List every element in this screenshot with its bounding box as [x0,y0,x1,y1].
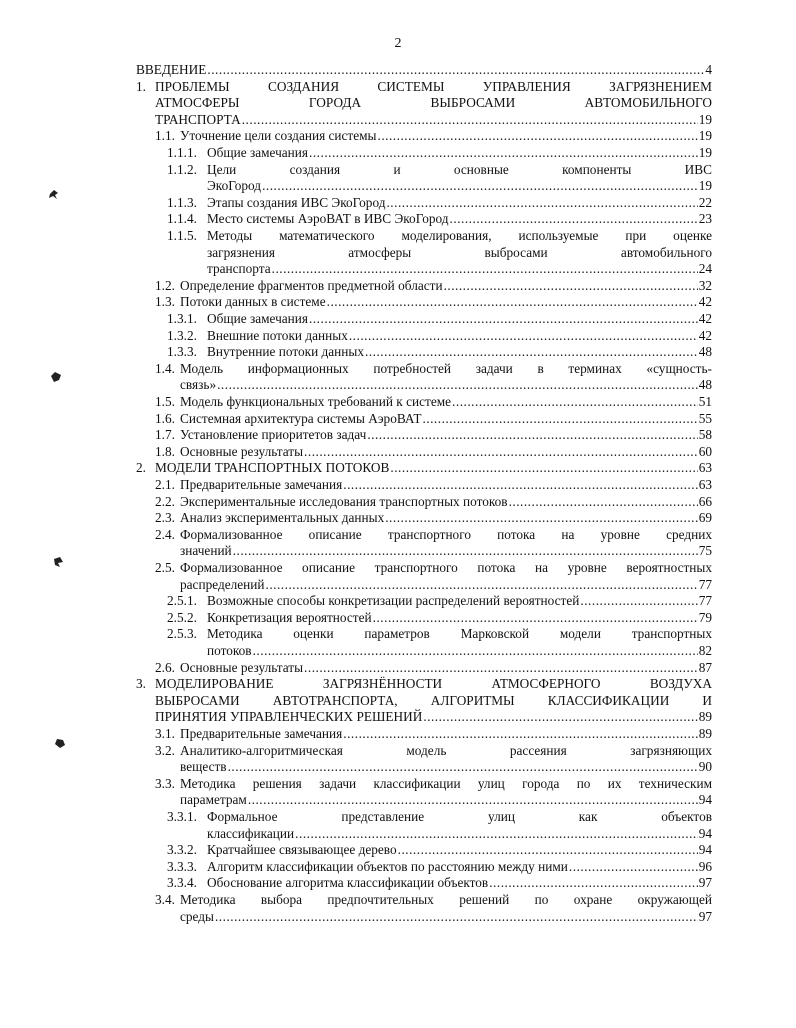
toc-entry-title: Методика выбора предпочтительных решений по охране окружающей [180,892,712,907]
toc-entry [167,311,712,328]
toc-entry [155,411,712,428]
toc-entry-page: 19 [698,128,712,144]
toc-entry-page: 94 [698,825,712,841]
toc-entry-title: Алгоритм классификации объектов по расстоянию между ними [207,858,568,874]
toc-entry-title: транспорта [207,261,271,277]
toc-entry-page: 87 [698,659,712,675]
dot-leader [349,328,698,345]
toc-entry-title: Методика решения задачи классификации улиц города по их техническим [180,775,712,791]
toc-entry-page: 97 [698,875,712,891]
toc-entry-number: 3.4. [155,892,175,907]
toc-entry-page: 77 [698,593,712,609]
toc-entry-number: 3.1. [155,726,175,741]
toc-entry [167,626,712,659]
toc-entry-title: Внешние потоки данных [207,327,348,343]
dot-leader [327,294,698,311]
toc-entry [167,610,712,627]
toc-entry-title: АТМОСФЕРЫ ГОРОДА ВЫБРОСАМИ АВТОМОБИЛЬНОГО [155,95,712,111]
scan-blot-icon [50,371,62,383]
toc-entry-title: Конкретизация вероятностей [207,609,372,625]
toc-entry-page: 82 [698,642,712,658]
toc-entry [155,427,712,444]
dot-leader [242,112,698,129]
dot-leader [228,759,698,776]
toc-entry-number: 1.1.1. [167,145,197,160]
toc-entry [136,79,712,129]
toc-entry-page: 4 [705,62,712,77]
toc-entry-page: 42 [698,311,712,326]
toc-entry-page: 63 [698,460,712,476]
toc-entry-title: Системная архитектура системы АэроВАТ [180,410,422,426]
toc-entry [167,875,712,892]
toc-entry [155,776,712,809]
toc-entry-title: потоков [207,642,252,658]
toc-entry-title: ТРАНСПОРТА [155,111,241,127]
dot-leader [378,128,698,145]
toc-entry-title: Цели создания и основные компоненты ИВС [207,161,712,177]
dot-leader [217,377,698,394]
toc-entry-page: 48 [698,344,712,360]
toc-entry-page: 96 [698,858,712,874]
toc-entry-number: 2.4. [155,526,175,542]
dot-leader [295,826,698,843]
dot-leader [309,145,698,162]
toc-entry [155,527,712,560]
toc-entry-number: 3.2. [155,742,175,758]
toc-entry-title: Внутренние потоки данных [207,344,364,360]
toc-entry-number: 1.4. [155,360,175,376]
toc-entry [155,444,712,461]
toc-entry-page: 42 [698,327,712,343]
dot-leader [304,444,698,461]
dot-leader [569,859,698,876]
toc-entry-title: ПРИНЯТИЯ УПРАВЛЕНЧЕСКИХ РЕШЕНИЙ [155,709,423,725]
toc-entry-number: 3.3. [155,775,175,791]
toc-entry-title: Экспериментальные исследования транспортных потоков [180,493,508,509]
dot-leader [452,394,698,411]
toc-entry-page: 48 [698,377,712,393]
dot-leader [233,543,698,560]
dot-leader [489,875,697,892]
toc-entry-title: Основные результаты [180,659,304,675]
toc-entry-title: Анализ экспериментальных данных [180,510,385,526]
dot-leader [253,643,698,660]
toc-entry-page: 22 [698,194,712,210]
dot-leader [272,261,698,278]
toc-entry-title: Методы математического моделирования, используемые при оценке [207,228,712,243]
toc-entry-title: ВВЕДЕНИЕ [136,62,207,77]
toc-entry [155,361,712,394]
toc-entry-number: 3.3.2. [167,842,197,858]
toc-entry-title: Аналитико-алгоритмическая модель рассеяния загрязняющих [180,742,712,758]
toc-entry-title: Уточнение цели создания системы [180,128,377,144]
dot-leader [373,610,698,627]
toc-entry-title: Определение фрагментов предметной области [180,277,443,293]
toc-entry-title: Кратчайшее связывающее дерево [207,842,397,858]
dot-leader [423,709,697,726]
toc-entry-title: Этапы создания ИВС ЭкоГород [207,194,386,210]
toc-entry-title: Методика оценки параметров Марковской модели транспортных [207,626,712,642]
toc-entry-title: среды [180,908,214,924]
toc-entry-number: 2.6. [155,659,175,675]
toc-entry [155,510,712,527]
dot-leader [207,62,704,79]
dot-leader [390,460,697,477]
toc-entry-page: 19 [698,145,712,160]
toc-entry-number: 1.7. [155,427,175,443]
toc-entry-title: Предварительные замечания [180,477,343,492]
toc-entry [167,162,712,195]
toc-entry-page: 94 [698,842,712,858]
toc-entry-title: Общие замечания [207,145,309,160]
toc-entry [155,394,712,411]
toc-entry-title: Обоснование алгоритма классификации объектов [207,875,489,891]
dot-leader [367,427,697,444]
toc-entry [155,660,712,677]
toc-entry-page: 77 [698,576,712,592]
toc-entry-title: Предварительные замечания [180,726,343,741]
toc-entry-page: 89 [698,726,712,741]
toc-entry-title: Возможные способы конкретизации распределений вероятностей [207,593,580,609]
toc-entry-number: 1.8. [155,443,175,459]
toc-entry-title: Формальное представление улиц как объектов [207,809,712,824]
toc-entry [155,560,712,593]
toc-entry-number: 1.6. [155,410,175,426]
toc-entry-number: 2.3. [155,510,175,526]
toc-entry-page: 63 [698,477,712,492]
toc-entry [155,477,712,494]
toc-entry-title: МОДЕЛИ ТРАНСПОРТНЫХ ПОТОКОВ [155,460,390,476]
toc-entry [155,294,712,311]
dot-leader [398,842,698,859]
toc-entry-title: значений [180,543,232,559]
toc-entry-page: 55 [698,410,712,426]
dot-leader [444,278,698,295]
toc-entry-number: 2.5.2. [167,609,197,625]
toc-entry-page: 24 [698,261,712,277]
toc-entry-number: 1.1.3. [167,194,197,210]
toc-entry-number: 1.3.1. [167,311,197,326]
toc-entry [136,460,712,477]
toc-entry-title: Потоки данных в системе [180,294,326,310]
dot-leader [580,593,697,610]
toc-entry-page: 94 [698,792,712,808]
scan-blot-icon [52,556,64,568]
toc-entry [167,842,712,859]
toc-entry [167,344,712,361]
toc-entry-title: классификации [207,825,295,841]
toc-entry-number: 1.5. [155,394,175,409]
toc-entry-number: 1.3. [155,294,175,310]
toc-entry-page: 69 [698,510,712,526]
toc-entry-title: Формализованное описание транспортного потока на уровне средних [180,526,712,542]
toc-entry-number: 3.3.1. [167,809,197,824]
dot-leader [309,311,698,328]
toc-entry-page: 19 [698,111,712,127]
toc-entry-title: распределений [180,576,265,592]
toc-entry [167,859,712,876]
toc-entry-title: загрязнения атмосферы выбросами автомобильного [207,244,712,260]
toc-entry [136,676,712,726]
toc-entry-number: 1.1.5. [167,228,197,243]
toc-entry-number: 2.2. [155,493,175,509]
page-number: 2 [394,36,402,51]
toc-entry [167,195,712,212]
toc-entry-number: 1.3.3. [167,344,197,360]
toc-entry-number: 3.3.4. [167,875,197,891]
toc-entry-title: Общие замечания [207,311,309,326]
dot-leader [422,411,697,428]
toc-entry-page: 75 [698,543,712,559]
toc-entry [167,211,712,228]
toc-entry-title: ПРОБЛЕМЫ СОЗДАНИЯ СИСТЕМЫ УПРАВЛЕНИЯ ЗАГРЯЗНЕНИЕМ [155,78,712,94]
dot-leader [343,477,697,494]
toc-entry-title: Место системы АэроВАТ в ИВС ЭкоГород [207,211,449,227]
toc-entry-page: 97 [698,908,712,924]
toc-entry [136,62,712,79]
dot-leader [266,577,698,594]
toc-entry [155,892,712,925]
toc-entry-page: 89 [698,709,712,725]
toc-entry-number: 1.3.2. [167,327,197,343]
toc-entry-title: Установление приоритетов задач [180,427,367,443]
toc-entry [155,128,712,145]
toc-entry [167,593,712,610]
dot-leader [215,909,698,926]
dot-leader [509,494,698,511]
toc-entry-number: 2.1. [155,477,175,492]
dot-leader [365,344,698,361]
toc-entry-page: 32 [698,277,712,293]
dot-leader [450,211,698,228]
toc-entry-number: 2.5. [155,560,175,575]
toc-entry [167,809,712,842]
toc-entry-number: 1.1. [155,128,175,144]
toc-entry-title: Модель информационных потребностей задачи в терминах «сущность- [180,360,712,376]
toc-entry-number: 3.3.3. [167,858,197,874]
toc-entry-page: 51 [698,394,712,409]
toc-entry-page: 58 [698,427,712,443]
toc-entry-title: ЭкоГород [207,178,262,194]
toc-entry-title: МОДЕЛИРОВАНИЕ ЗАГРЯЗНЁННОСТИ АТМОСФЕРНОГО ВОЗДУХА [155,676,712,692]
toc-entry-title: Основные результаты [180,443,304,459]
toc-entry-number: 2.5.1. [167,593,197,609]
toc-entry [167,145,712,162]
toc-entry-number: 1.1.2. [167,161,197,177]
toc-entry [155,278,712,295]
toc-entry-number: 1.1.4. [167,211,197,227]
dot-leader [343,726,697,743]
dot-leader [385,510,697,527]
toc-entry-title: параметрам [180,792,247,808]
scan-blot-icon [48,188,60,200]
toc-entry [155,494,712,511]
dot-leader [262,178,698,195]
toc-entry-title: Формализованное описание транспортного потока на уровне вероятностных [180,560,712,575]
dot-leader [248,792,698,809]
toc-entry-title: ВЫБРОСАМИ АВТОТРАНСПОРТА, АЛГОРИТМЫ КЛАССИФИКАЦИИ И [155,692,712,708]
toc-entry-page: 79 [698,609,712,625]
toc-entry-number: 1. [136,78,146,94]
toc-entry [167,328,712,345]
toc-entry-number: 2. [136,460,146,476]
toc-entry-page: 90 [698,759,712,775]
dot-leader [386,195,697,212]
toc-entry-title: связь» [180,377,217,393]
toc-entry-page: 60 [698,443,712,459]
toc-entry [167,228,712,278]
dot-leader [304,660,698,677]
toc-entry-title: веществ [180,759,227,775]
toc-entry-page: 19 [698,178,712,194]
toc-entry-number: 2.5.3. [167,626,197,642]
toc-entry-title: Модель функциональных требований к системе [180,394,452,409]
toc-entry-number: 3. [136,676,146,692]
toc-entry [155,726,712,743]
toc-entry-page: 42 [698,294,712,310]
scan-blot-icon [54,737,66,749]
toc-entry [155,743,712,776]
toc-entry-page: 66 [698,493,712,509]
toc-entry-page: 23 [698,211,712,227]
toc-entry-number: 1.2. [155,277,175,293]
